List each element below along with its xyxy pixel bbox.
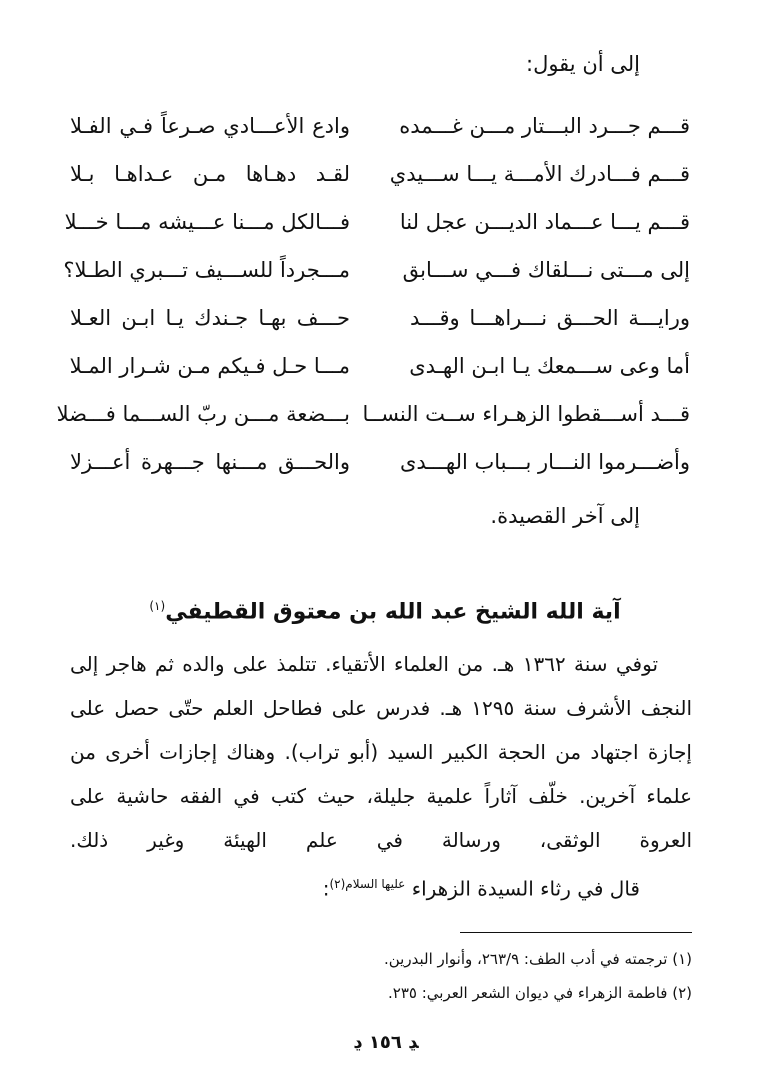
verse-first-hemistich: قـــد أســـقطوا الزهـراء ســت النســا [362,402,690,426]
verse-first-hemistich: ورايـــة الحـــق نـــراهـــا وقـــد [410,306,690,330]
heading-title: آية الله الشيخ عبد الله بن معتوق القطيفي [165,599,621,625]
footnotes [132,942,692,1010]
honorific-glyph: عليها السلام [345,877,406,891]
verse-first-hemistich: قـــم فـــادرك الأمـــة يـــا ســـيدي [389,162,690,186]
closing-colon: : [322,876,330,901]
verse-first-hemistich: وأضـــرموا النـــار بـــباب الهـــدى [399,450,690,474]
verse-second-hemistich: مـــا حـل فـيكم مـن شـرار المـلا [69,354,350,378]
verse-first-hemistich: إلى مـــتى نـــلقاك فـــي ســـابق [402,258,690,282]
poem-verse [70,152,690,196]
biography-paragraph [70,642,692,862]
outro-line: إلى آخر القصيدة. [490,504,640,528]
footnote-ref: (٢) [329,877,346,891]
verse-second-hemistich: والحـــق مـــنها جـــهرة أعـــزلا [70,450,350,474]
left-ornament-icon: ﮃ [408,1032,419,1053]
poem [56,104,690,484]
footnote: (١) ترجمته في أدب الطف: ٢٦٣/٩، وأنوار البدرين. [384,950,692,968]
closing-text: قال في رثاء السيدة الزهراء [411,876,640,901]
page-number [0,1028,772,1058]
poem-verse [70,440,690,484]
footnote: (٢) فاطمة الزهراء في ديوان الشعر العربي: ٢٣٥. [388,984,692,1002]
verse-second-hemistich: حـــف بهـا جـندك يـا ابـن العـلا [70,306,350,330]
verse-first-hemistich: قـــم يـــا عـــماد الديـــن عجل لنا [399,210,690,234]
poem-verse [63,248,690,292]
verse-first-hemistich: أما وعى ســـمعك يـا ابـن الهـدى [409,354,690,378]
verse-second-hemistich: فـــالكل مـــنا عـــيشه مـــا خـــلا [64,210,350,234]
verse-second-hemistich: لقـد دهـاها مـن عـداهـا بـلا [70,162,350,186]
footnote-ref: (١) [149,599,166,613]
poem-verse [70,344,690,388]
page-number-value: ١٥٦ [368,1032,402,1053]
section-heading [130,588,640,630]
poem-verse [56,392,690,436]
verse-second-hemistich: مـــجرداً للســـيف تـــبري الطـلا؟ [63,258,350,282]
poem-verse [64,200,690,244]
paragraph-text: توفي سنة ١٣٦٢ هـ. من العلماء الأتقياء. تتلمذ على والده ثم هاجر إلى النجف الأشرف سنة ١٢٩٥ هـ. فدرس على فطاحل العلم حتّى حصل على إجازة اجتهاد من الحجة الكبير السيد (أبو تراب). وهناك إجازات أخرى من علماء آخرين. خلّف آثاراً علمية جليلة، حيث كتب في الفقه حاشية على العروة الوثقى، ورسالة في علم الهيئة وغير ذلك. [70,652,693,852]
verse-first-hemistich: قـــم جـــرد البـــتار مـــن غـــمده [399,114,690,138]
poem-verse [70,104,690,148]
verse-second-hemistich: بـــضعة مـــن ربّ الســـما فـــضلا [56,402,350,426]
verse-second-hemistich: وادع الأعـــادي صـرعاً فـي الفـلا [70,114,350,138]
intro-line: إلى أن يقول: [526,52,640,76]
closing-line [323,866,640,907]
right-ornament-icon: ﮂ [353,1032,363,1053]
footnote-divider [460,932,692,933]
poem-verse [70,296,690,340]
